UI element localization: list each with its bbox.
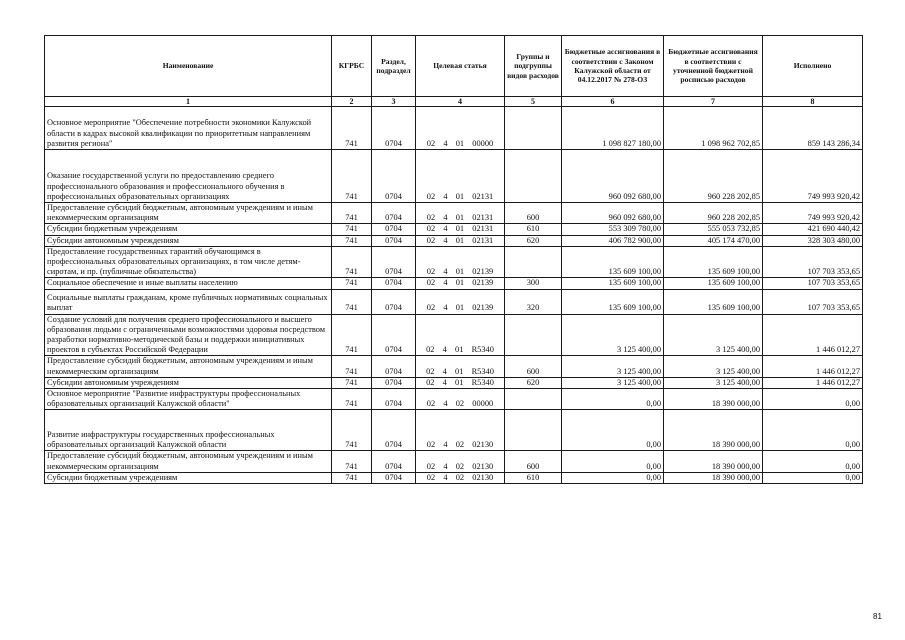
table-row bbox=[45, 224, 863, 235]
row-budget-revised: 3 125 400,00 bbox=[664, 356, 763, 377]
row-kgrbs: 741 bbox=[332, 278, 372, 289]
header-expense-groups: Группы и подгруппы видов расходов bbox=[505, 36, 562, 97]
row-executed: 1 446 012,27 bbox=[763, 314, 863, 356]
row-executed: 421 690 440,42 bbox=[763, 224, 863, 235]
row-target-article: 02 4 02 00000 bbox=[416, 389, 505, 410]
row-expense-group bbox=[505, 150, 562, 203]
row-budget-revised: 135 609 100,00 bbox=[664, 278, 763, 289]
row-expense-group bbox=[505, 246, 562, 278]
row-target-article: 02 4 02 02130 bbox=[416, 472, 505, 483]
row-expense-group: 620 bbox=[505, 235, 562, 246]
row-budget-revised: 405 174 470,00 bbox=[664, 235, 763, 246]
row-section: 0704 bbox=[372, 356, 416, 377]
row-name: Предоставление государственных гарантий обучающимся в профессиональных образовательных организациях, в том числе детям-сиротам, и пр. (публичные обязательства) bbox=[45, 246, 332, 278]
header-kgrbs: КГРБС bbox=[332, 36, 372, 97]
row-budget-revised: 18 390 000,00 bbox=[664, 410, 763, 451]
row-target-article: 02 4 01 R5340 bbox=[416, 377, 505, 388]
row-kgrbs: 741 bbox=[332, 107, 372, 150]
row-budget-law: 0,00 bbox=[562, 472, 664, 483]
row-target-article: 02 4 01 02139 bbox=[416, 289, 505, 314]
table-row bbox=[45, 278, 863, 289]
row-section: 0704 bbox=[372, 451, 416, 472]
row-executed: 1 446 012,27 bbox=[763, 356, 863, 377]
row-name: Развитие инфраструктуры государственных профессиональных образовательных организаций Калужской области bbox=[45, 410, 332, 451]
page-number: 81 bbox=[873, 612, 882, 621]
row-executed: 0,00 bbox=[763, 389, 863, 410]
row-target-article: 02 4 01 R5340 bbox=[416, 356, 505, 377]
row-name: Социальное обеспечение и иные выплаты населению bbox=[45, 278, 332, 289]
row-section: 0704 bbox=[372, 314, 416, 356]
column-number: 4 bbox=[416, 97, 505, 107]
row-executed: 859 143 286,34 bbox=[763, 107, 863, 150]
row-section: 0704 bbox=[372, 235, 416, 246]
header-budget-revised: Бюджетные ассигнования в соответствии с уточненной бюджетной росписью расходов bbox=[664, 36, 763, 97]
row-name: Социальные выплаты гражданам, кроме публичных нормативных социальных выплат bbox=[45, 289, 332, 314]
row-target-article: 02 4 01 02131 bbox=[416, 224, 505, 235]
row-budget-law: 3 125 400,00 bbox=[562, 356, 664, 377]
row-budget-law: 0,00 bbox=[562, 410, 664, 451]
row-kgrbs: 741 bbox=[332, 472, 372, 483]
row-name: Оказание государственной услуги по предоставлению среднего профессионального образования и профессионального обучения в профессиональных образовательных организациях bbox=[45, 150, 332, 203]
row-target-article: 02 4 02 02130 bbox=[416, 410, 505, 451]
row-target-article: 02 4 01 00000 bbox=[416, 107, 505, 150]
row-target-article: 02 4 01 R5340 bbox=[416, 314, 505, 356]
table-row bbox=[45, 246, 863, 278]
row-executed: 107 703 353,65 bbox=[763, 289, 863, 314]
row-expense-group: 600 bbox=[505, 203, 562, 224]
column-number: 2 bbox=[332, 97, 372, 107]
row-executed: 328 303 480,00 bbox=[763, 235, 863, 246]
row-section: 0704 bbox=[372, 389, 416, 410]
table-row bbox=[45, 410, 863, 451]
column-number: 5 bbox=[505, 97, 562, 107]
row-section: 0704 bbox=[372, 289, 416, 314]
row-name: Субсидии автономным учреждениям bbox=[45, 235, 332, 246]
row-section: 0704 bbox=[372, 246, 416, 278]
row-executed: 0,00 bbox=[763, 451, 863, 472]
row-budget-law: 0,00 bbox=[562, 389, 664, 410]
header-target-article: Целевая статья bbox=[416, 36, 505, 97]
row-expense-group bbox=[505, 410, 562, 451]
header-section: Раздел, подраздел bbox=[372, 36, 416, 97]
row-budget-law: 3 125 400,00 bbox=[562, 314, 664, 356]
row-target-article: 02 4 02 02130 bbox=[416, 451, 505, 472]
column-number: 3 bbox=[372, 97, 416, 107]
row-target-article: 02 4 01 02139 bbox=[416, 278, 505, 289]
row-section: 0704 bbox=[372, 472, 416, 483]
row-budget-law: 1 098 827 180,00 bbox=[562, 107, 664, 150]
row-expense-group: 320 bbox=[505, 289, 562, 314]
row-name: Предоставление субсидий бюджетным, автономным учреждениям и иным некоммерческим организациям bbox=[45, 203, 332, 224]
row-kgrbs: 741 bbox=[332, 150, 372, 203]
table-row bbox=[45, 150, 863, 203]
row-kgrbs: 741 bbox=[332, 224, 372, 235]
row-executed: 749 993 920,42 bbox=[763, 150, 863, 203]
row-budget-revised: 960 228 202,85 bbox=[664, 150, 763, 203]
column-number: 1 bbox=[45, 97, 332, 107]
row-budget-revised: 3 125 400,00 bbox=[664, 314, 763, 356]
row-name: Предоставление субсидий бюджетным, автономным учреждениям и иным некоммерческим организациям bbox=[45, 451, 332, 472]
row-budget-law: 135 609 100,00 bbox=[562, 278, 664, 289]
row-budget-revised: 18 390 000,00 bbox=[664, 451, 763, 472]
row-target-article: 02 4 01 02131 bbox=[416, 150, 505, 203]
row-expense-group: 620 bbox=[505, 377, 562, 388]
row-section: 0704 bbox=[372, 410, 416, 451]
row-target-article: 02 4 01 02131 bbox=[416, 235, 505, 246]
row-kgrbs: 741 bbox=[332, 314, 372, 356]
table-row bbox=[45, 235, 863, 246]
row-budget-law: 135 609 100,00 bbox=[562, 246, 664, 278]
row-budget-law: 406 782 900,00 bbox=[562, 235, 664, 246]
table-row bbox=[45, 377, 863, 388]
row-section: 0704 bbox=[372, 203, 416, 224]
column-number: 7 bbox=[664, 97, 763, 107]
table-row bbox=[45, 203, 863, 224]
row-section: 0704 bbox=[372, 224, 416, 235]
table-row bbox=[45, 289, 863, 314]
row-name: Предоставление субсидий бюджетным, автономным учреждениям и иным некоммерческим организациям bbox=[45, 356, 332, 377]
row-name: Субсидии автономным учреждениям bbox=[45, 377, 332, 388]
table-row bbox=[45, 107, 863, 150]
row-kgrbs: 741 bbox=[332, 356, 372, 377]
row-expense-group: 610 bbox=[505, 224, 562, 235]
row-name: Субсидии бюджетным учреждениям bbox=[45, 224, 332, 235]
header-name: Наименование bbox=[45, 36, 332, 97]
row-budget-law: 553 309 780,00 bbox=[562, 224, 664, 235]
row-expense-group bbox=[505, 314, 562, 356]
row-budget-law: 135 609 100,00 bbox=[562, 289, 664, 314]
row-section: 0704 bbox=[372, 150, 416, 203]
row-budget-law: 960 092 680,00 bbox=[562, 150, 664, 203]
row-budget-revised: 18 390 000,00 bbox=[664, 472, 763, 483]
budget-execution-table bbox=[44, 35, 863, 484]
row-executed: 107 703 353,65 bbox=[763, 246, 863, 278]
row-kgrbs: 741 bbox=[332, 235, 372, 246]
row-executed: 0,00 bbox=[763, 410, 863, 451]
table-row bbox=[45, 389, 863, 410]
row-name: Основное мероприятие "Развитие инфраструктуры профессиональных образовательных организаций Калужской области" bbox=[45, 389, 332, 410]
row-kgrbs: 741 bbox=[332, 389, 372, 410]
row-budget-revised: 3 125 400,00 bbox=[664, 377, 763, 388]
column-number: 6 bbox=[562, 97, 664, 107]
row-budget-revised: 555 053 732,85 bbox=[664, 224, 763, 235]
row-budget-law: 0,00 bbox=[562, 451, 664, 472]
column-number-row bbox=[45, 97, 863, 107]
row-kgrbs: 741 bbox=[332, 246, 372, 278]
row-executed: 1 446 012,27 bbox=[763, 377, 863, 388]
row-expense-group bbox=[505, 107, 562, 150]
row-kgrbs: 741 bbox=[332, 410, 372, 451]
row-kgrbs: 741 bbox=[332, 377, 372, 388]
row-expense-group: 600 bbox=[505, 451, 562, 472]
row-name: Основное мероприятие "Обеспечение потребности экономики Калужской области в кадрах высокой квалификации по приоритетным направлениям развития региона" bbox=[45, 107, 332, 150]
row-kgrbs: 741 bbox=[332, 451, 372, 472]
row-kgrbs: 741 bbox=[332, 289, 372, 314]
row-section: 0704 bbox=[372, 107, 416, 150]
header-budget-law: Бюджетные ассигнования в соответствии с Законом Калужской области от 04.12.2017 № 278-ОЗ bbox=[562, 36, 664, 97]
row-expense-group: 600 bbox=[505, 356, 562, 377]
row-budget-law: 960 092 680,00 bbox=[562, 203, 664, 224]
row-section: 0704 bbox=[372, 377, 416, 388]
row-expense-group: 300 bbox=[505, 278, 562, 289]
row-budget-revised: 960 228 202,85 bbox=[664, 203, 763, 224]
row-executed: 0,00 bbox=[763, 472, 863, 483]
row-executed: 749 993 920,42 bbox=[763, 203, 863, 224]
row-expense-group bbox=[505, 389, 562, 410]
row-budget-law: 3 125 400,00 bbox=[562, 377, 664, 388]
row-executed: 107 703 353,65 bbox=[763, 278, 863, 289]
table-row bbox=[45, 314, 863, 356]
header-executed: Исполнено bbox=[763, 36, 863, 97]
row-name: Создание условий для получения среднего профессионального и высшего образования людьми с ограниченными возможностями здоровья посредством разработки нормативно-методической базы и поддержки инициативных проектов в субъектах Российской Федерации bbox=[45, 314, 332, 356]
table-row bbox=[45, 472, 863, 483]
header-row bbox=[45, 36, 863, 97]
table-row bbox=[45, 356, 863, 377]
row-budget-revised: 135 609 100,00 bbox=[664, 289, 763, 314]
row-kgrbs: 741 bbox=[332, 203, 372, 224]
row-section: 0704 bbox=[372, 278, 416, 289]
row-budget-revised: 18 390 000,00 bbox=[664, 389, 763, 410]
row-name: Субсидии бюджетным учреждениям bbox=[45, 472, 332, 483]
row-budget-revised: 135 609 100,00 bbox=[664, 246, 763, 278]
row-budget-revised: 1 098 962 702,85 bbox=[664, 107, 763, 150]
table-row bbox=[45, 451, 863, 472]
row-target-article: 02 4 01 02139 bbox=[416, 246, 505, 278]
row-target-article: 02 4 01 02131 bbox=[416, 203, 505, 224]
row-expense-group: 610 bbox=[505, 472, 562, 483]
column-number: 8 bbox=[763, 97, 863, 107]
